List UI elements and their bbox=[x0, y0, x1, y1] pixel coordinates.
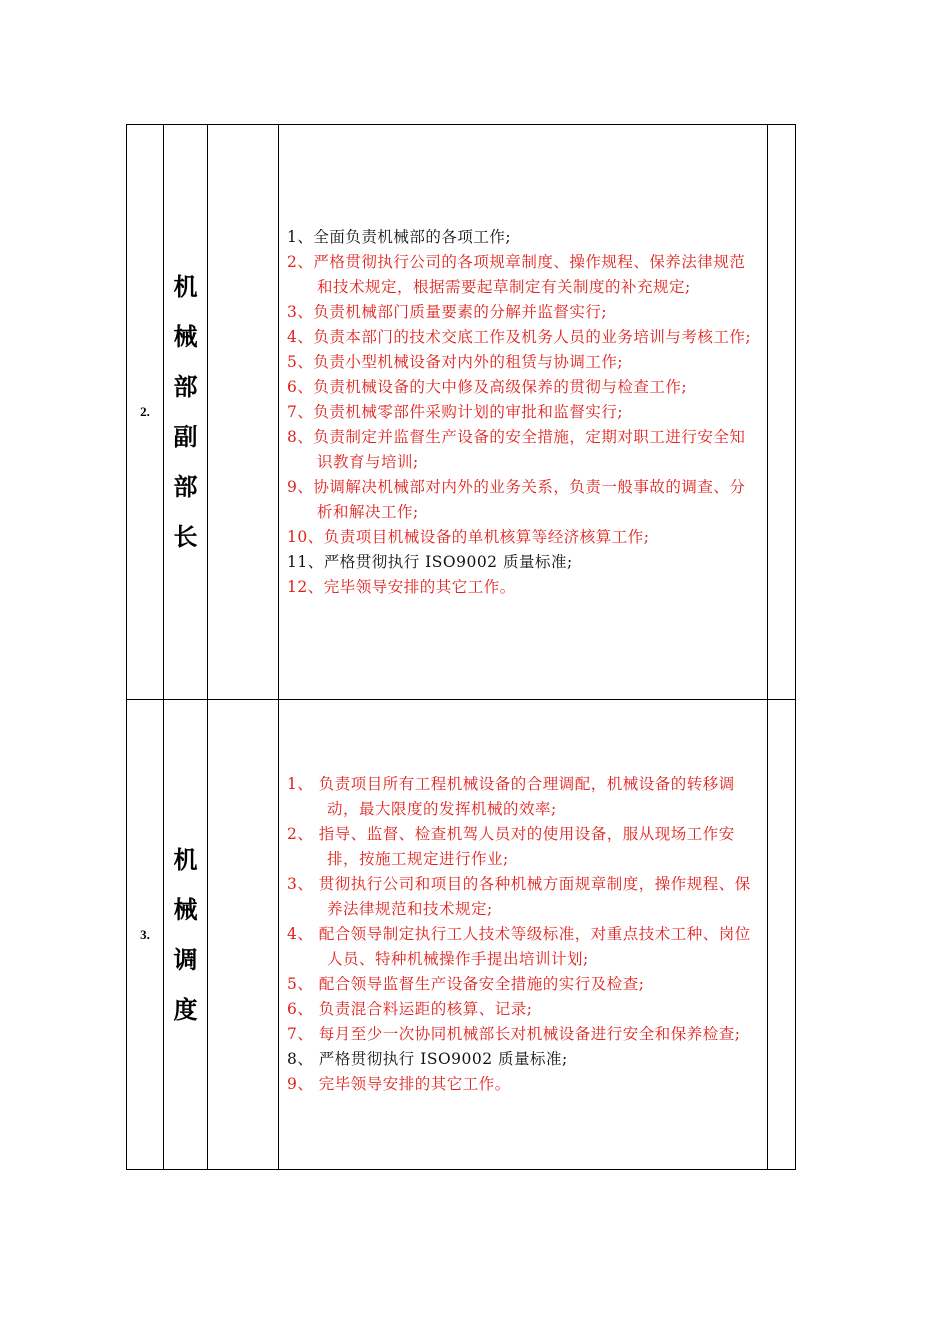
position-title-char: 副 bbox=[173, 423, 198, 451]
table-row bbox=[127, 125, 796, 700]
duties-cell bbox=[279, 125, 768, 700]
duty-item: 6、负责机械设备的大中修及高级保养的贯彻与检查工作; bbox=[287, 377, 688, 396]
duty-item: 5、负责小型机械设备对内外的租赁与协调工作; bbox=[287, 352, 624, 371]
duty-item: 11、严格贯彻执行 ISO9002 质量标准; bbox=[287, 552, 573, 571]
empty-cell bbox=[208, 125, 279, 700]
duty-item: 4、 配合领导制定执行工人技术等级标准，对重点技术工种、岗位人员、特种机械操作手提出培训计划; bbox=[287, 925, 751, 968]
duty-table bbox=[126, 124, 796, 1170]
position-title bbox=[164, 125, 208, 700]
duties-list bbox=[279, 225, 767, 600]
position-title-char: 部 bbox=[173, 373, 198, 401]
row-number: 3. bbox=[127, 700, 164, 1170]
row-number: 2. bbox=[127, 125, 164, 700]
position-title-char: 长 bbox=[173, 523, 198, 551]
duty-item: 4、负责本部门的技术交底工作及机务人员的业务培训与考核工作; bbox=[287, 327, 752, 346]
position-title-char: 调 bbox=[173, 945, 198, 974]
position-title-char: 部 bbox=[173, 473, 198, 501]
duty-item: 1、全面负责机械部的各项工作; bbox=[287, 227, 512, 246]
table-row bbox=[127, 700, 796, 1170]
duty-item: 9、协调解决机械部对内外的业务关系，负责一般事故的调查、分析和解决工作; bbox=[287, 477, 746, 521]
duty-item: 1、 负责项目所有工程机械设备的合理调配，机械设备的转移调动，最大限度的发挥机械的效率; bbox=[287, 775, 735, 818]
duty-item: 8、负责制定并监督生产设备的安全措施，定期对职工进行安全知识教育与培训; bbox=[287, 427, 746, 471]
duty-item: 2、严格贯彻执行公司的各项规章制度、操作规程、保养法律规范和技术规定，根据需要起草制定有关制度的补充规定; bbox=[287, 252, 746, 296]
duty-item: 7、负责机械零部件采购计划的审批和监督实行; bbox=[287, 402, 624, 421]
position-title-char: 度 bbox=[173, 995, 198, 1024]
empty-cell bbox=[768, 125, 796, 700]
duty-item: 2、 指导、监督、检查机驾人员对的使用设备，服从现场工作安排，按施工规定进行作业; bbox=[287, 825, 735, 868]
duties-list bbox=[279, 772, 767, 1097]
position-title-char: 械 bbox=[173, 895, 198, 924]
position-title-char: 械 bbox=[173, 323, 198, 351]
duty-item: 12、完毕领导安排的其它工作。 bbox=[287, 577, 516, 596]
duty-item: 7、 每月至少一次协同机械部长对机械设备进行安全和保养检查; bbox=[287, 1025, 741, 1043]
duty-item: 10、负责项目机械设备的单机核算等经济核算工作; bbox=[287, 527, 650, 546]
duties-cell bbox=[279, 700, 768, 1170]
duty-item: 6、 负责混合料运距的核算、记录; bbox=[287, 1000, 533, 1018]
duty-item: 3、负责机械部门质量要素的分解并监督实行; bbox=[287, 302, 608, 321]
empty-cell bbox=[768, 700, 796, 1170]
empty-cell bbox=[208, 700, 279, 1170]
position-title bbox=[164, 700, 208, 1170]
duty-item: 3、 贯彻执行公司和项目的各种机械方面规章制度，操作规程、保养法律规范和技术规定; bbox=[287, 875, 751, 918]
position-title-char: 机 bbox=[173, 845, 198, 874]
duty-item: 5、 配合领导监督生产设备安全措施的实行及检查; bbox=[287, 975, 645, 993]
position-title-char: 机 bbox=[173, 273, 198, 301]
duty-item: 8、 严格贯彻执行 ISO9002 质量标准; bbox=[287, 1050, 568, 1068]
duty-item: 9、 完毕领导安排的其它工作。 bbox=[287, 1075, 511, 1093]
